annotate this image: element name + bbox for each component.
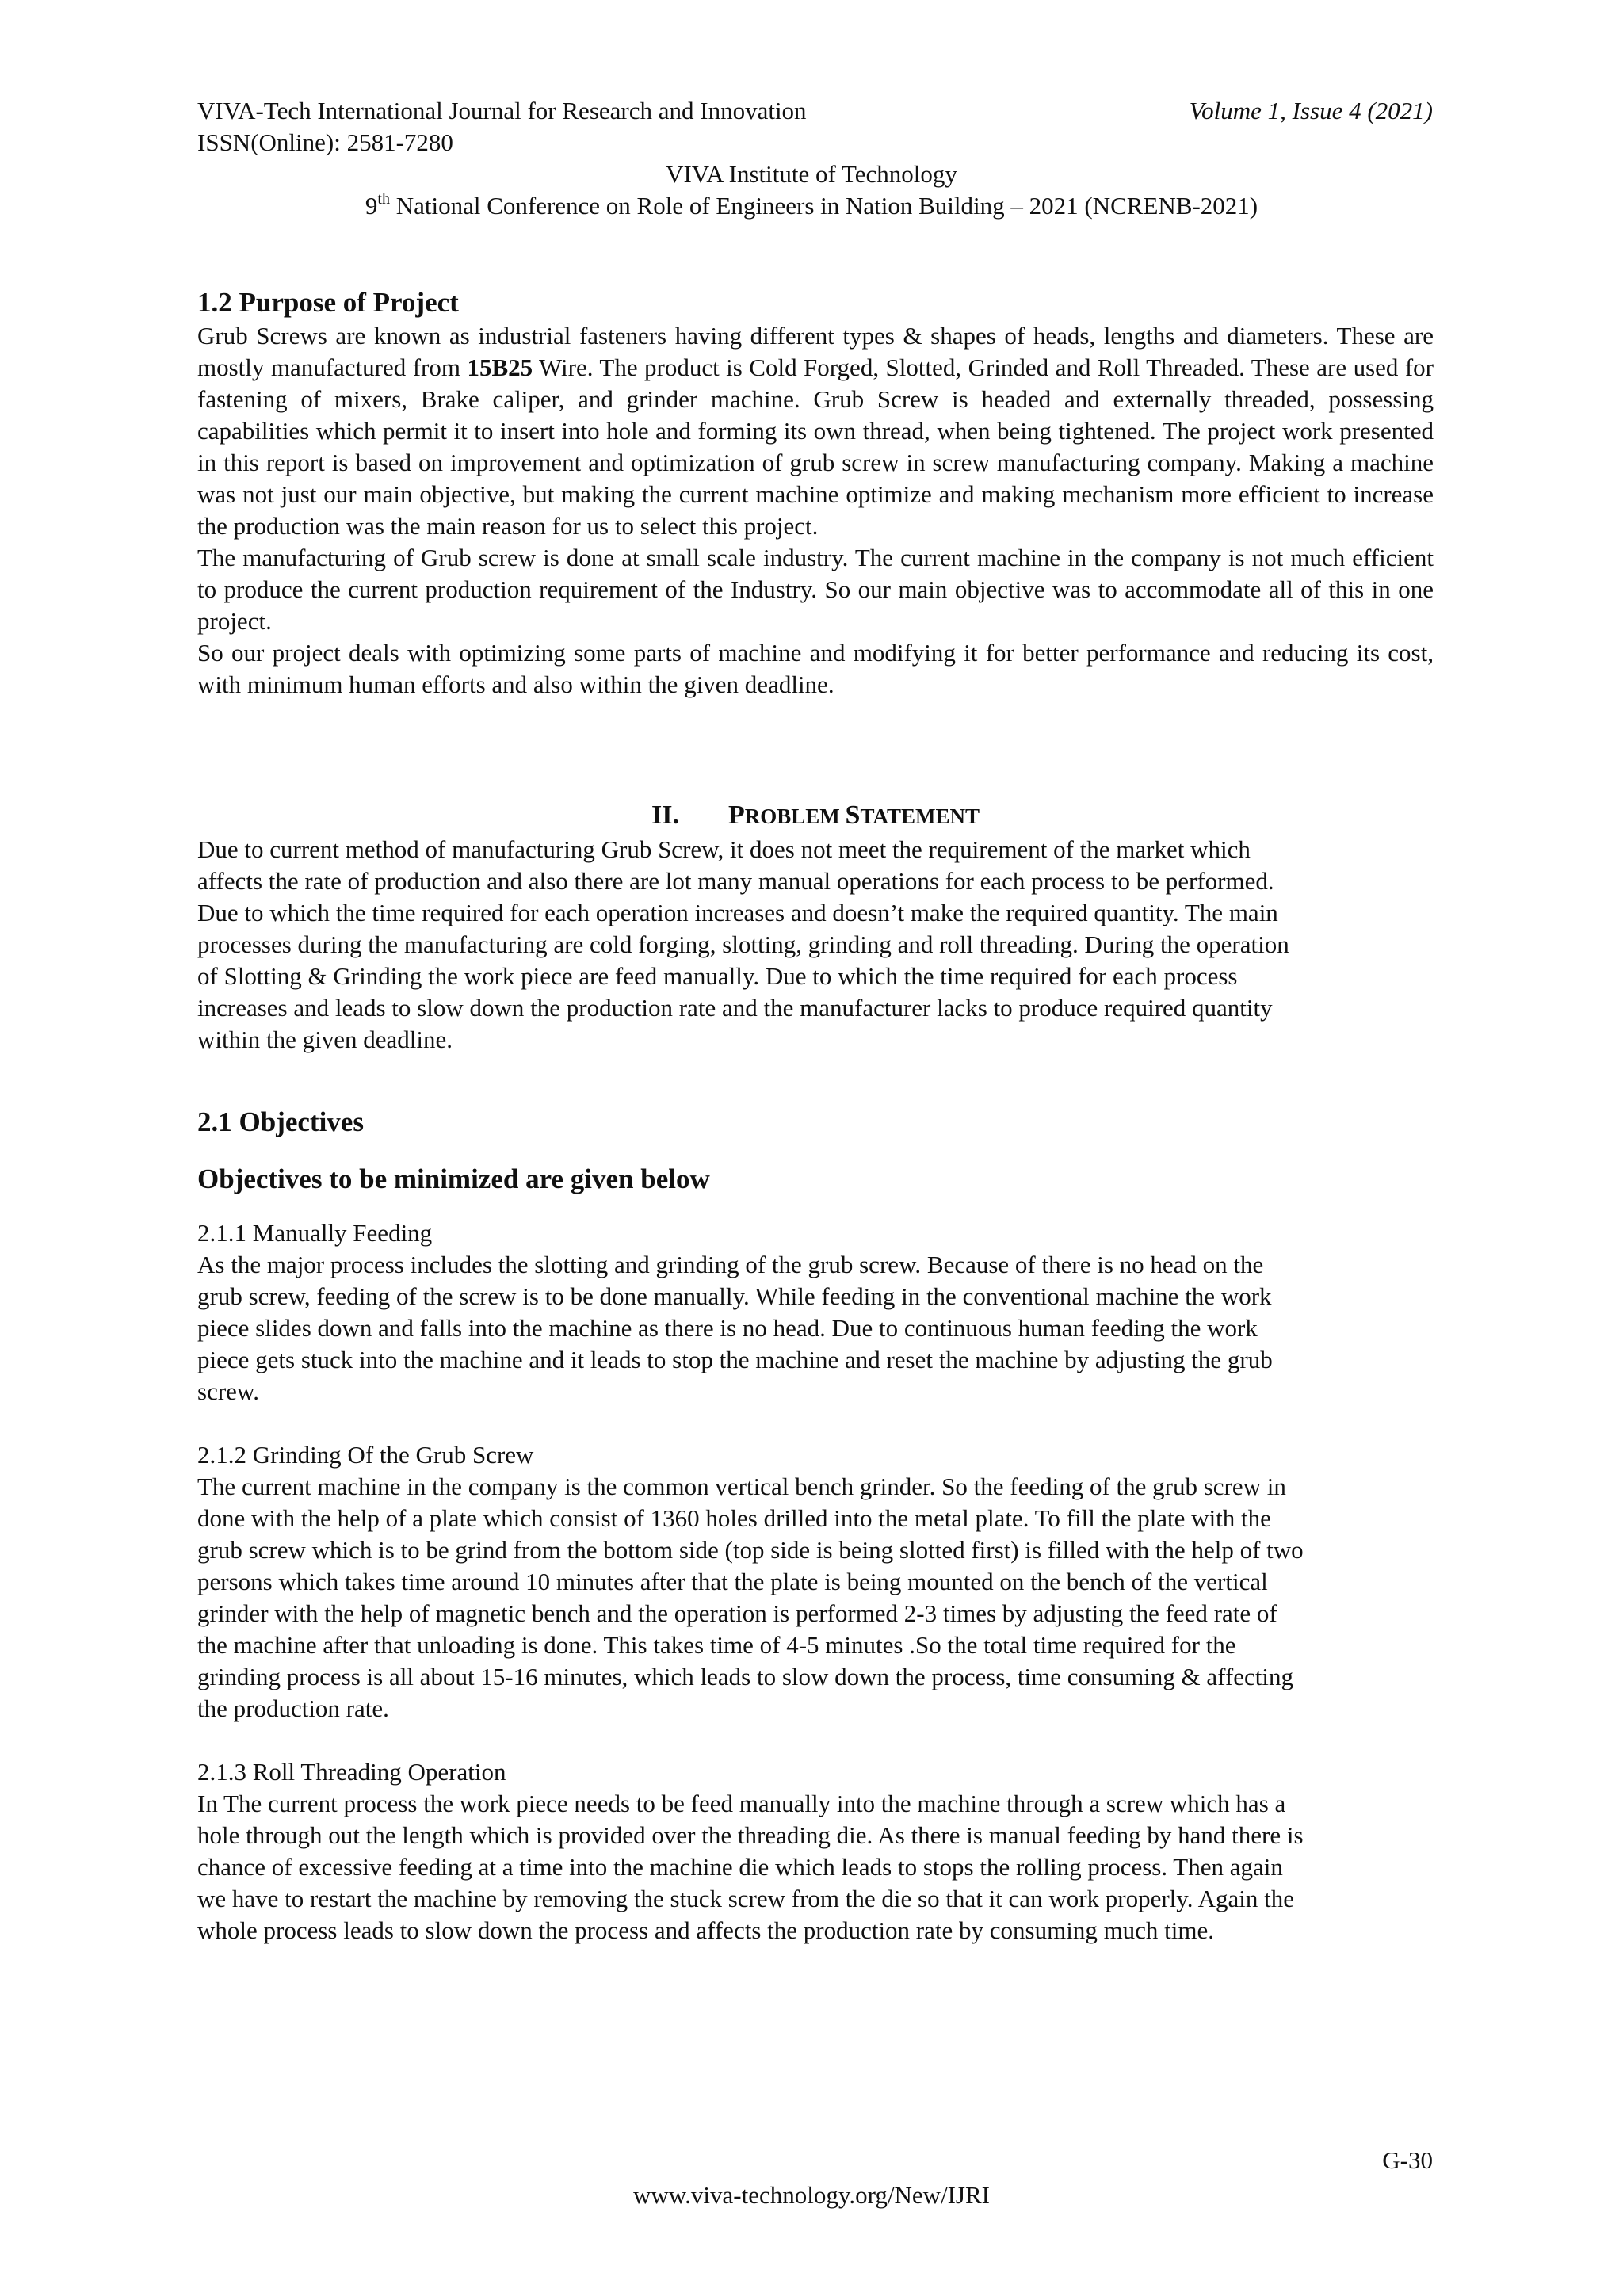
conference-ordinal-suffix: th <box>377 189 390 208</box>
section-heading-objectives: 2.1 Objectives <box>197 1106 364 1137</box>
footer-url: www.viva-technology.org/New/IJRI <box>633 2181 990 2209</box>
page-number: G-30 <box>1382 2146 1433 2174</box>
objectives-subheading: Objectives to be minimized are given below <box>197 1163 710 1194</box>
problem-line: processes during the manufacturing are cold forging, slotting, grinding and roll threading. During the operation <box>197 930 1289 958</box>
section-numeral: II. <box>651 800 679 830</box>
problem-paragraph <box>197 834 1434 1056</box>
objective-paragraph: The current machine in the company is the common vertical bench grinder. So the feeding of the grub screw in done with the help of a plate which consist of 1360 holes drilled into the metal plate. To fill the plate with the grub screw which is to be grind from the bottom side (top side is being slotted first) is filled with the help of two persons which takes time around 10 minutes after that the plate is being mounted on the bench of the vertical grinder with the help of magnetic bench and the operation is performed 2-3 times by adjusting the feed rate of the machine after that unloading is done. This takes time of 4-5 minutes .So the total time required for the grinding process is all about 15-16 minutes, which leads to slow down the process, time consuming & affecting the production rate. <box>197 1473 1304 1722</box>
journal-issn: ISSN(Online): 2581-7280 <box>197 128 453 156</box>
purpose-paragraph-3: So our project deals with optimizing some parts of machine and modifying it for better performance and reducing its cost, with minimum human efforts and also within the given deadline. <box>197 639 1434 698</box>
objective-title: 2.1.2 Grinding Of the Grub Screw <box>197 1441 534 1469</box>
objective-title: 2.1.1 Manually Feeding <box>197 1219 433 1247</box>
body-content <box>197 285 1434 1946</box>
problem-line: Due to which the time required for each operation increases and doesn’t make the required quantity. The main <box>197 899 1278 926</box>
objective-paragraph: As the major process includes the slotting and grinding of the grub screw. Because of there is no head on the grub screw, feeding of the screw is to be done manually. While feeding in the conventional machine the work piece slides down and falls into the machine as there is no head. Due to continuous human feeding the work piece gets stuck into the machine and it leads to stop the machine and reset the machine by adjusting the grub screw. <box>197 1251 1273 1405</box>
section-heading-purpose: 1.2 Purpose of Project <box>197 287 459 318</box>
section-heading-problem: II. PROBLEM STATEMENT <box>651 800 980 830</box>
purpose-paragraph-1 <box>197 320 1434 542</box>
problem-line: Due to current method of manufacturing Grub Screw, it does not meet the requirement of the market which <box>197 835 1251 863</box>
purpose-paragraph-2: The manufacturing of Grub screw is done at small scale industry. The current machine in the company is not much efficient to produce the current production requirement of the Industry. So our main objective was to accommodate all of this in one project. <box>197 544 1434 635</box>
conference-title: National Conference on Role of Engineers in Nation Building – 2021 (NCRENB-2021) <box>389 192 1258 220</box>
journal-name: VIVA-Tech International Journal for Research and Innovation <box>197 97 807 124</box>
institute-name: VIVA Institute of Technology <box>666 160 957 188</box>
problem-line: increases and leads to slow down the production rate and the manufacturer lacks to produce required quantity <box>197 994 1273 1022</box>
journal-volume: Volume 1, Issue 4 (2021) <box>1189 97 1433 124</box>
conference-ordinal: 9 <box>365 192 378 220</box>
objective-paragraph: In The current process the work piece needs to be feed manually into the machine through a screw which has a hole through out the length which is provided over the threading die. As there is manual feeding by hand there is chance of excessive feeding at a time into the machine die which leads to stops the rolling process. Then again we have to restart the machine by removing the stuck screw from the die so that it can work properly. Again the whole process leads to slow down the process and affects the production rate by consuming much time. <box>197 1790 1304 1944</box>
problem-line: within the given deadline. <box>197 1026 453 1053</box>
conference-name <box>0 190 1623 222</box>
problem-line: of Slotting & Grinding the work piece are feed manually. Due to which the time required for each process <box>197 962 1238 990</box>
purpose-p1-text-b: Wire. The product is Cold Forged, Slotted, Grinded and Roll Threaded. These are used for fastening of mixers, Brake caliper, and grinder machine. Grub Screw is headed and externally threaded, possessing capabilities which permit it to insert into hole and forming its own thread, when being tightened. The project work presented in this report is based on improvement and optimization of grub screw in screw manufacturing company. Making a machine was not just our main objective, but making the current machine optimize and making mechanism more efficient to increase the production was the main reason for us to select this project. <box>197 353 1434 540</box>
purpose-p1-text-a: Grub Screws are known as industrial fasteners having different types & shapes of heads, lengths and diameters. These are mostly manufactured from <box>197 322 1434 381</box>
purpose-p1-bold: 15B25 <box>467 353 533 381</box>
objective-title: 2.1.3 Roll Threading Operation <box>197 1758 506 1786</box>
problem-line: affects the rate of production and also there are lot many manual operations for each process to be performed. <box>197 867 1274 895</box>
